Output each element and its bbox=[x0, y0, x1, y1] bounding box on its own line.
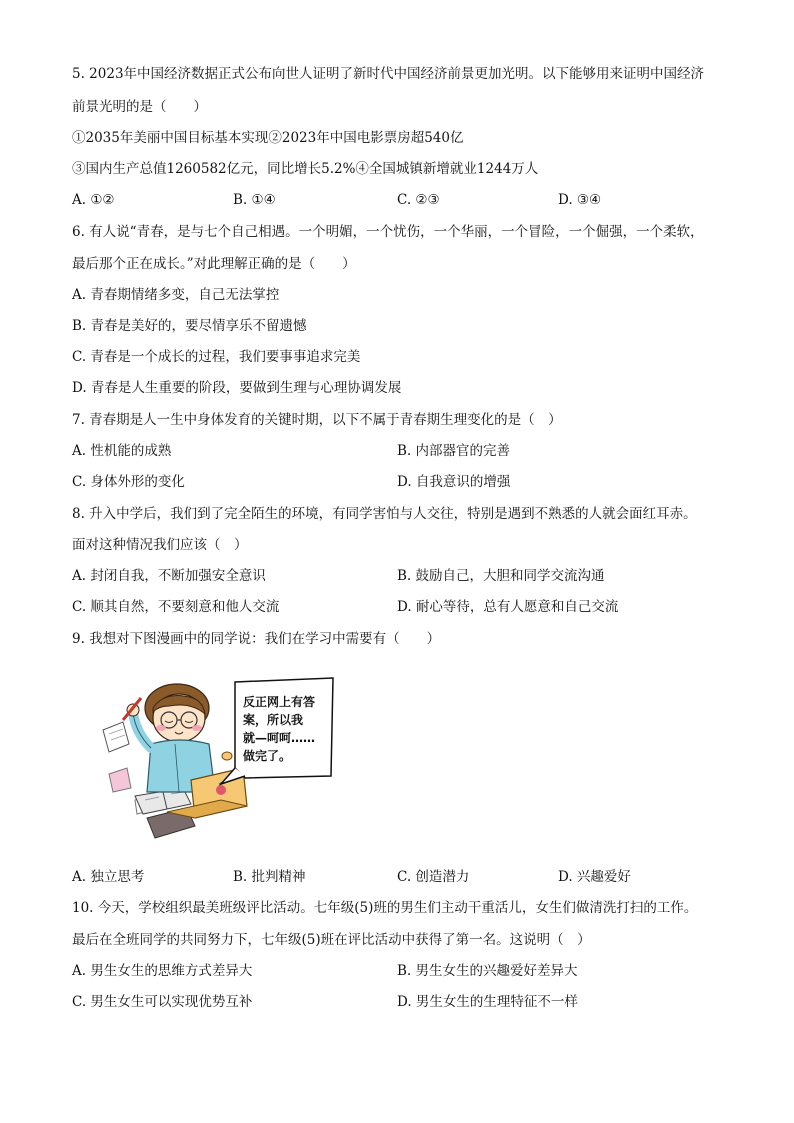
q6-option-c: C. 青春是一个成长的过程，我们要事事追求完美 bbox=[72, 349, 361, 365]
q5-option-b: B. ①④ bbox=[233, 192, 276, 208]
q8-option-b: B. 鼓励自己，大胆和同学交流沟通 bbox=[397, 568, 605, 584]
q5-items-line2: ③国内生产总值1260582亿元，同比增长5.2%④全国城镇新增就业1244万人 bbox=[72, 161, 539, 177]
bubble-line-2: 案，所以我 bbox=[243, 713, 304, 727]
q10-option-c: C. 男生女生可以实现优势互补 bbox=[72, 994, 253, 1010]
q8-stem-line2: 面对这种情况我们应该（ ） bbox=[72, 537, 248, 553]
q7-option-d: D. 自我意识的增强 bbox=[397, 474, 511, 490]
q7-stem: 7. 青春期是人一生中身体发育的关键时期，以下不属于青春期生理变化的是（ ） bbox=[72, 412, 562, 428]
paper-icon bbox=[103, 722, 129, 752]
bubble-line-4: 做完了。 bbox=[243, 749, 292, 763]
q5-option-d: D. ③④ bbox=[558, 192, 602, 208]
q10-option-a: A. 男生女生的思维方式差异大 bbox=[72, 963, 253, 979]
q6-stem-line1: 6. 有人说“青春，是与七个自己相遇。一个明媚，一个忧伤，一个华丽，一个冒险，一个倔强，一个柔软， bbox=[72, 224, 704, 240]
q9-option-c: C. 创造潜力 bbox=[397, 869, 470, 885]
q6-option-d: D. 青春是人生重要的阶段，要做到生理与心理协调发展 bbox=[72, 380, 402, 396]
q8-stem-line1: 8. 升入中学后，我们到了完全陌生的环境，有同学害怕与人交往，特别是遇到不熟悉的人就会面红耳赤。 bbox=[72, 506, 697, 522]
q9-option-a: A. 独立思考 bbox=[72, 869, 145, 885]
q10-stem-line1: 10. 今天，学校组织最美班级评比活动。七年级(5)班的男生们主动干重活儿，女生们做清洗打扫的工作。 bbox=[72, 900, 698, 916]
q9-stem: 9. 我想对下图漫画中的同学说：我们在学习中需要有（ ） bbox=[72, 631, 441, 647]
bubble-line-3: 就—呵呵…… bbox=[243, 731, 316, 745]
mouse-icon bbox=[222, 752, 232, 760]
q7-option-c: C. 身体外形的变化 bbox=[72, 474, 185, 490]
q10-stem-line2: 最后在全班同学的共同努力下，七年级(5)班在评比活动中获得了第一名。这说明（ ） bbox=[72, 932, 591, 948]
q5-stem-line2: 前景光明的是（ ） bbox=[72, 99, 207, 115]
q6-option-a: A. 青春期情绪多变，自己无法掌控 bbox=[72, 287, 280, 303]
q10-option-b: B. 男生女生的兴趣爱好差异大 bbox=[397, 963, 578, 979]
speech-bubble-text bbox=[243, 693, 333, 765]
q5-stem-line1: 5. 2023年中国经济数据正式公布向世人证明了新时代中国经济前景更加光明。以下能够用来证明中国经济 bbox=[72, 66, 705, 82]
bubble-line-1: 反正网上有答 bbox=[243, 695, 316, 709]
q8-option-a: A. 封闭自我，不断加强安全意识 bbox=[72, 568, 266, 584]
q8-option-d: D. 耐心等待，总有人愿意和自己交流 bbox=[397, 599, 619, 615]
q6-stem-line2: 最后那个正在成长。”对此理解正确的是（ ） bbox=[72, 256, 356, 272]
q9-option-b: B. 批判精神 bbox=[233, 869, 306, 885]
q7-option-b: B. 内部器官的完善 bbox=[397, 443, 511, 459]
q6-option-b: B. 青春是美好的，要尽情享乐不留遗憾 bbox=[72, 318, 307, 334]
q8-option-c: C. 顺其自然，不要刻意和他人交流 bbox=[72, 599, 280, 615]
pink-paper-icon bbox=[109, 768, 131, 792]
q5-items-line1: ①2035年美丽中国目标基本实现②2023年中国电影票房超540亿 bbox=[72, 130, 464, 146]
q5-option-a: A. ①② bbox=[72, 192, 115, 208]
q7-option-a: A. 性机能的成熟 bbox=[72, 443, 172, 459]
q9-option-d: D. 兴趣爱好 bbox=[558, 869, 631, 885]
q10-option-d: D. 男生女生的生理特征不一样 bbox=[397, 994, 578, 1010]
q5-option-c: C. ②③ bbox=[397, 192, 440, 208]
